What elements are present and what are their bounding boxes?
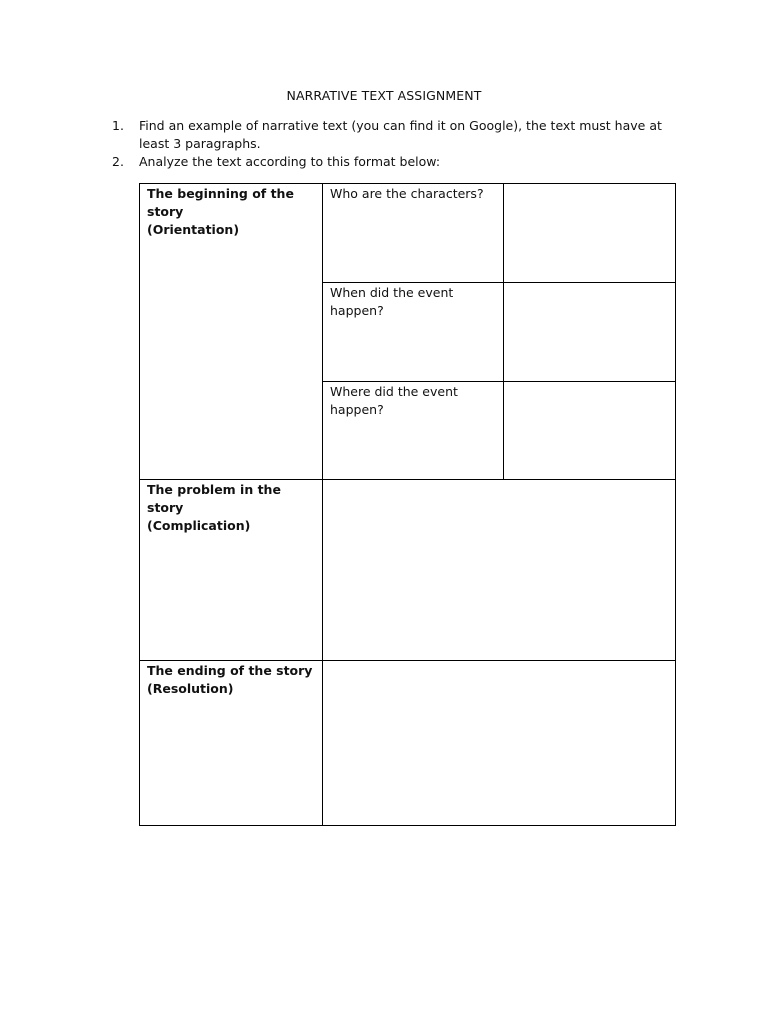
orientation-label-cell — [140, 184, 323, 480]
instruction-list — [112, 117, 672, 171]
where-answer-cell[interactable] — [504, 382, 676, 480]
complication-label-cell — [140, 480, 323, 661]
complication-row — [140, 480, 676, 661]
resolution-answer-cell[interactable] — [323, 661, 676, 826]
instruction-text: Find an example of narrative text (you can find it on Google), the text must have at least 3 paragraphs. — [139, 118, 662, 151]
orientation-sublabel: (Orientation) — [147, 222, 240, 237]
instruction-number: 1. — [112, 118, 124, 133]
when-question-cell — [323, 283, 504, 382]
complication-sublabel: (Complication) — [147, 518, 251, 533]
instruction-item — [112, 153, 672, 171]
page-title: NARRATIVE TEXT ASSIGNMENT — [286, 88, 482, 103]
when-question: When did the event happen? — [330, 285, 454, 318]
orientation-row — [140, 184, 676, 283]
characters-question: Who are the characters? — [330, 186, 484, 201]
where-question-cell — [323, 382, 504, 480]
complication-label: The problem in the story — [147, 482, 281, 515]
narrative-analysis-table — [139, 183, 676, 826]
complication-answer-cell[interactable] — [323, 480, 676, 661]
when-answer-cell[interactable] — [504, 283, 676, 382]
resolution-label: The ending of the story — [147, 663, 313, 678]
resolution-sublabel: (Resolution) — [147, 681, 234, 696]
where-question: Where did the event happen? — [330, 384, 458, 417]
orientation-label: The beginning of the story — [147, 186, 294, 219]
instruction-number: 2. — [112, 154, 124, 169]
instruction-item — [112, 117, 672, 153]
resolution-row — [140, 661, 676, 826]
characters-answer-cell[interactable] — [504, 184, 676, 283]
characters-question-cell — [323, 184, 504, 283]
instruction-text: Analyze the text according to this format below: — [139, 154, 441, 169]
resolution-label-cell — [140, 661, 323, 826]
